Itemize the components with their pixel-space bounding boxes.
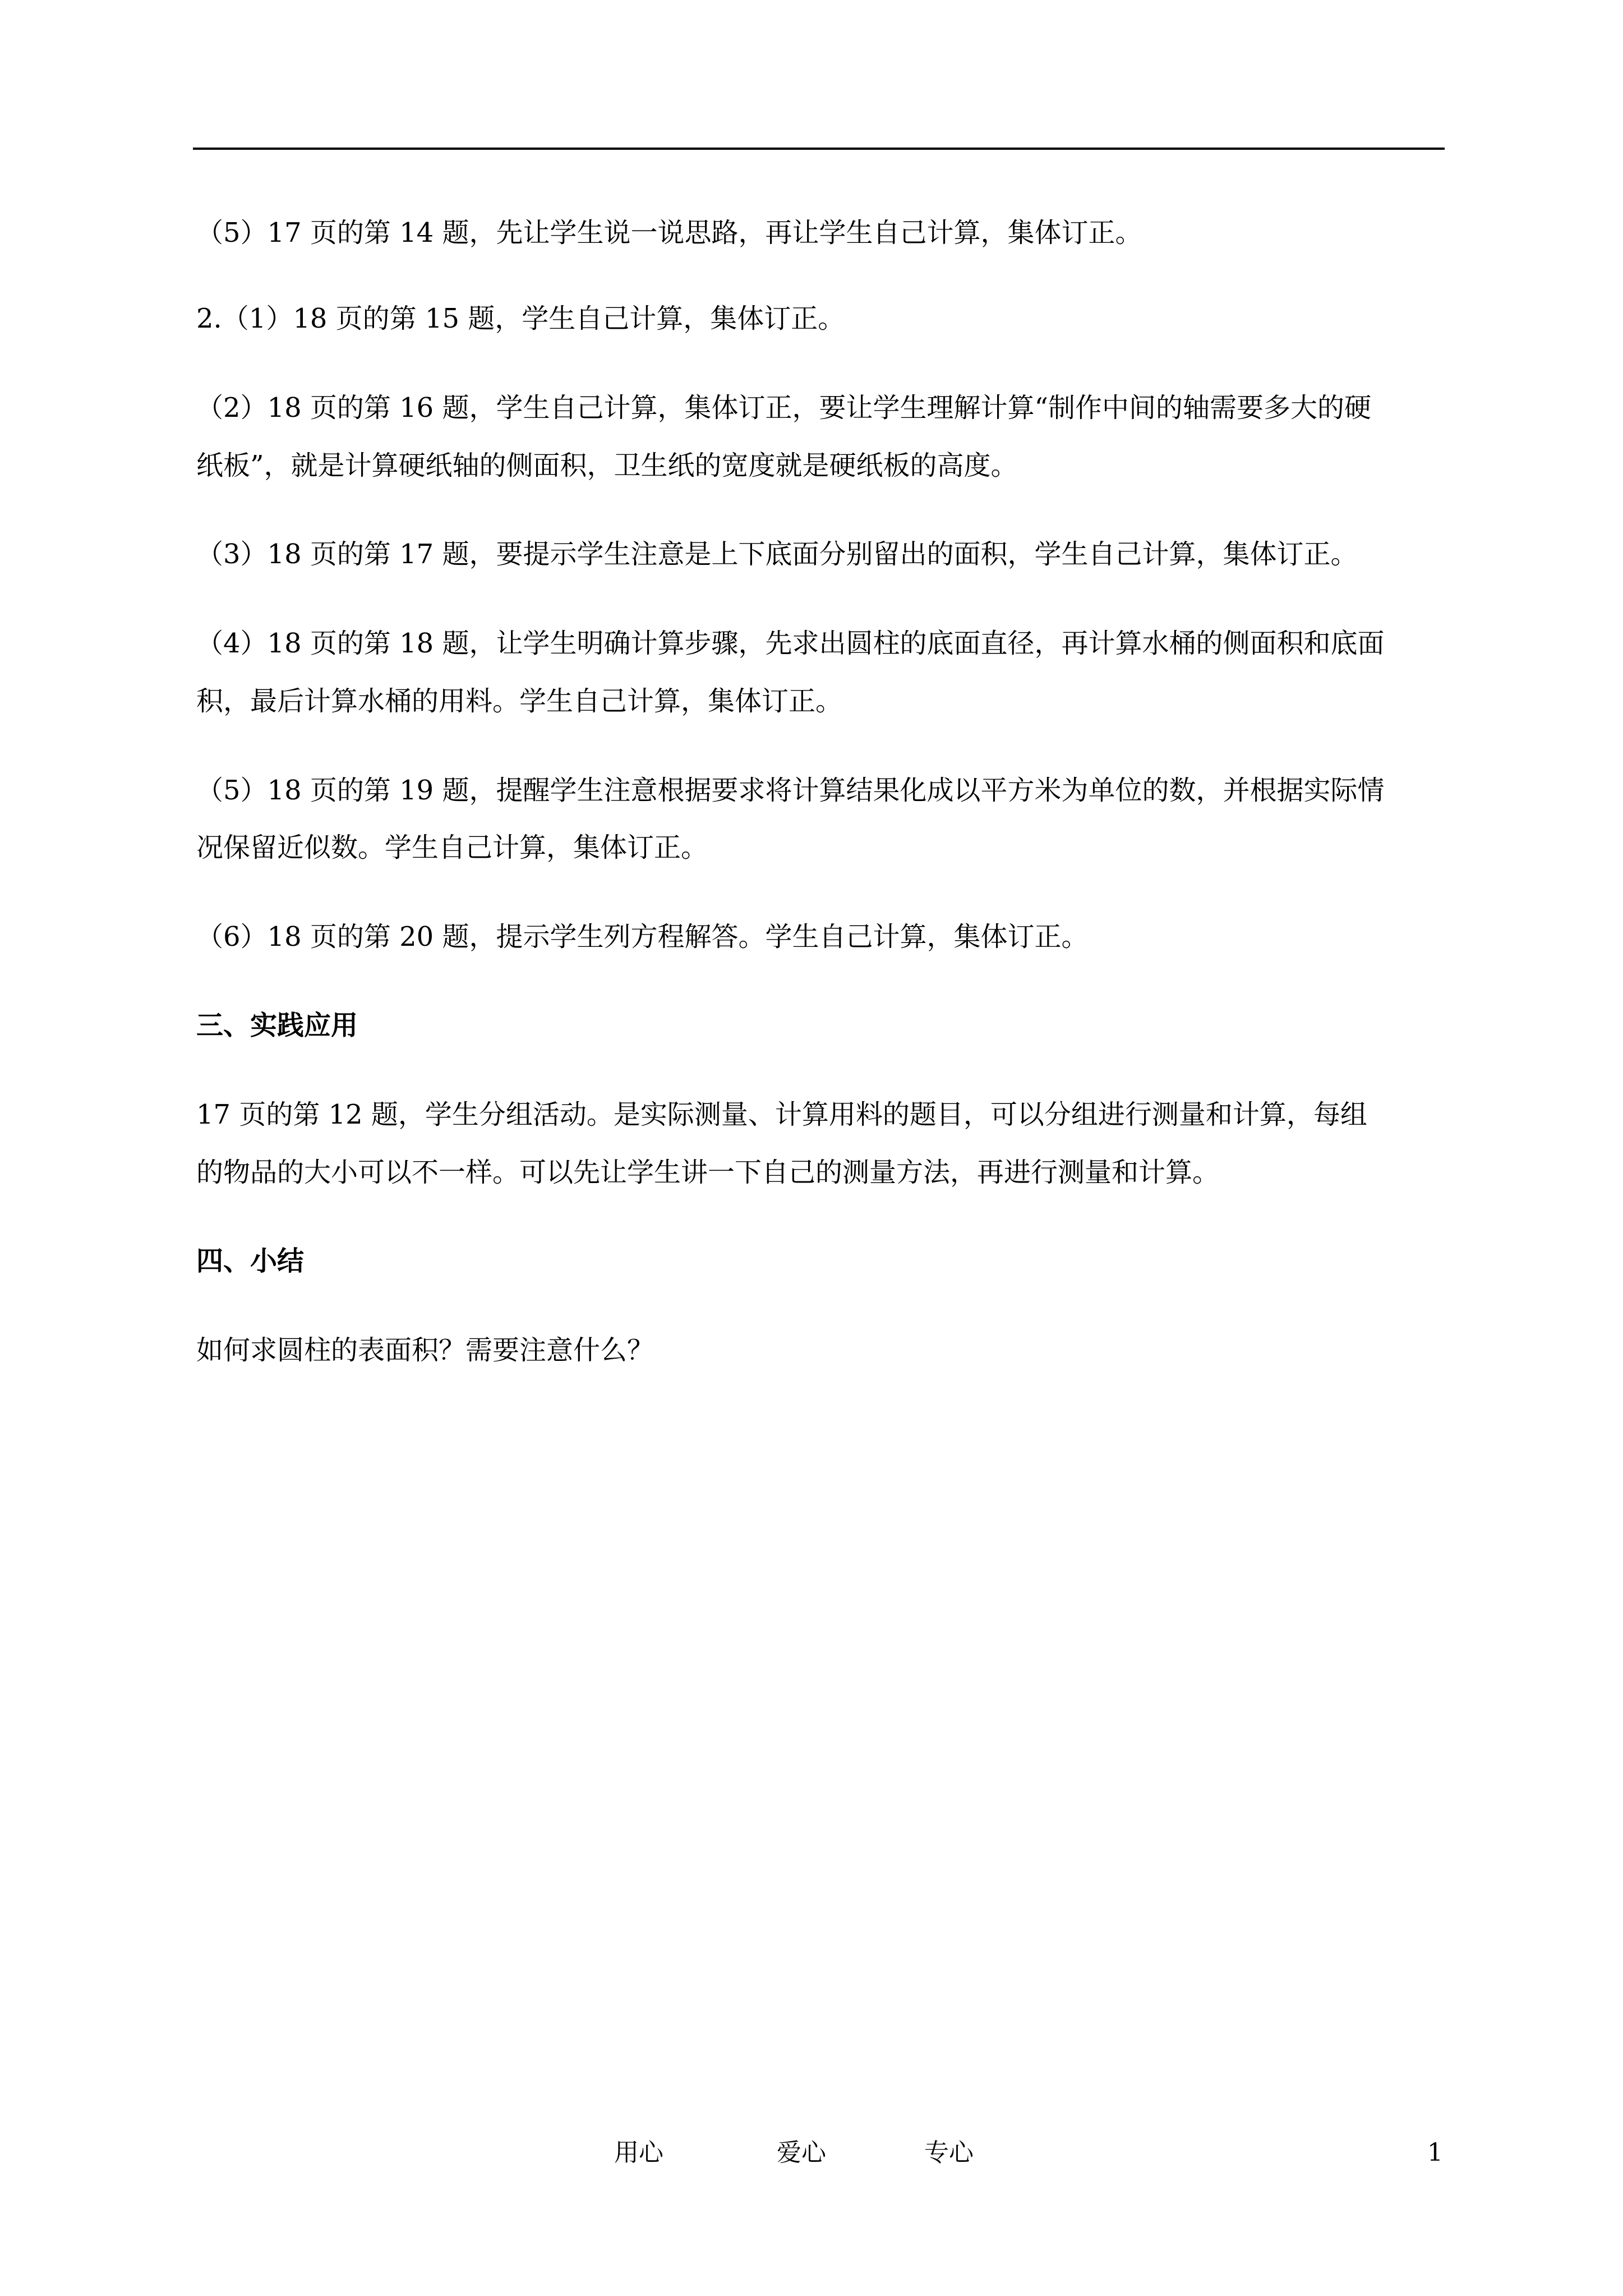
paragraph-practice-line-1: 17 页的第 12 题，学生分组活动。是实际测量、计算用料的题目，可以分组进行测量和计算，每组: [196, 1099, 1367, 1130]
page-number: 1: [1427, 2138, 1443, 2167]
header-rule: [193, 148, 1445, 150]
section-heading-practice: 三、实践应用: [196, 1010, 358, 1041]
paragraph-item-5-p17: （5）17 页的第 14 题，先让学生说一说思路，再让学生自己计算，集体订正。: [196, 217, 1142, 249]
paragraph-item-2-line-2: 纸板”，就是计算硬纸轴的侧面积，卫生纸的宽度就是硬纸板的高度。: [196, 450, 1018, 481]
paragraph-item-6: （6）18 页的第 20 题，提示学生列方程解答。学生自己计算，集体订正。: [196, 921, 1089, 953]
paragraph-item-2-line-1: （2）18 页的第 16 题，学生自己计算，集体订正，要让学生理解计算“制作中间的轴需要多大的硬: [196, 392, 1372, 424]
paragraph-item-5-line-1: （5）18 页的第 19 题，提醒学生注意根据要求将计算结果化成以平方米为单位的数，并根据实际情: [196, 775, 1385, 806]
paragraph-practice-line-2: 的物品的大小可以不一样。可以先让学生讲一下自己的测量方法，再进行测量和计算。: [196, 1157, 1220, 1188]
paragraph-item-3: （3）18 页的第 17 题，要提示学生注意是上下底面分别留出的面积，学生自己计算，集体订正。: [196, 539, 1358, 570]
paragraph-item-5-line-2: 况保留近似数。学生自己计算，集体订正。: [196, 832, 708, 863]
footer-word-1: 用心: [614, 2138, 663, 2167]
paragraph-section-2-item-1: 2.（1）18 页的第 15 题，学生自己计算，集体订正。: [196, 303, 845, 334]
footer-word-2: 爱心: [777, 2138, 826, 2167]
paragraph-item-4-line-2: 积，最后计算水桶的用料。学生自己计算，集体订正。: [196, 685, 843, 717]
paragraph-item-4-line-1: （4）18 页的第 18 题，让学生明确计算步骤，先求出圆柱的底面直径，再计算水桶的侧面积和底面: [196, 628, 1385, 659]
footer-word-3: 专心: [924, 2138, 974, 2167]
section-heading-summary: 四、小结: [196, 1245, 305, 1277]
paragraph-summary: 如何求圆柱的表面积？需要注意什么？: [196, 1335, 654, 1366]
